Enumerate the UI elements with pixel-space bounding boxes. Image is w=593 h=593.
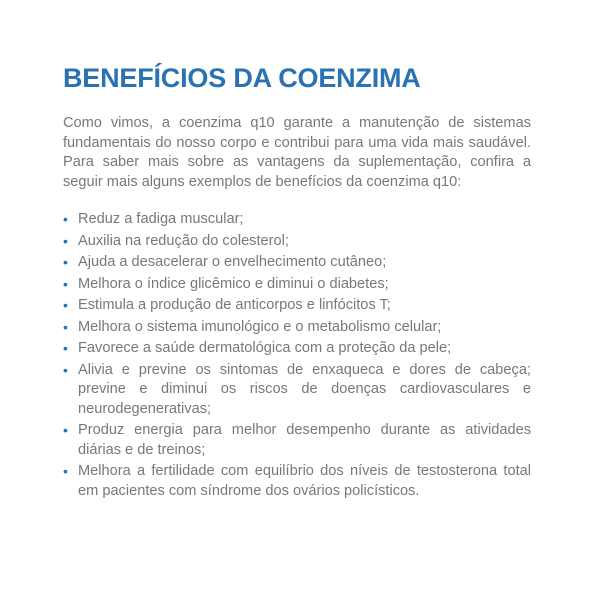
bullet-icon: • — [63, 275, 68, 292]
list-item — [63, 318, 531, 338]
bullet-icon: • — [63, 318, 68, 335]
list-item — [63, 253, 531, 273]
list-item-text: Melhora o índice glicêmico e diminui o diabetes; — [78, 275, 389, 292]
article — [63, 62, 531, 503]
bullet-icon: • — [63, 340, 68, 356]
page-title: BENEFÍCIOS DA COENZIMA — [63, 63, 421, 93]
list-item-text: Auxilia na redução do colesterol; — [78, 232, 289, 249]
benefits-list — [63, 210, 531, 501]
intro-paragraph: Como vimos, a coenzima q10 garante a manutenção de sistemas fundamentais do nosso corpo e contribui para uma vida mais saudável. Para saber mais sobre as vantagens da suplementação, confira a seguir mais alguns exemplos de benefícios da coenzima q10: — [63, 115, 531, 190]
list-item — [63, 275, 531, 295]
list-item — [63, 210, 531, 230]
bullet-icon: • — [63, 297, 68, 313]
list-item-text: Reduz a fadiga muscular; — [78, 211, 244, 227]
list-item — [63, 339, 531, 359]
bullet-icon: • — [63, 361, 68, 378]
list-item-text: Favorece a saúde dermatológica com a proteção da pele; — [78, 340, 452, 356]
list-item-text: Produz energia para melhor desempenho durante as atividades diárias e de treinos; — [78, 422, 531, 458]
list-item — [63, 232, 531, 252]
list-item-text: Estimula a produção de anticorpos e linfócitos T; — [78, 297, 391, 313]
list-item-text: Ajuda a desacelerar o envelhecimento cutâneo; — [78, 254, 387, 270]
list-item — [63, 296, 531, 316]
bullet-icon: • — [63, 254, 68, 270]
list-item-text: Melhora o sistema imunológico e o metabolismo celular; — [78, 318, 442, 335]
list-item — [63, 462, 531, 501]
bullet-icon: • — [63, 232, 68, 249]
list-item — [63, 421, 531, 460]
bullet-icon: • — [63, 422, 68, 438]
list-item — [63, 361, 531, 420]
bullet-icon: • — [63, 463, 68, 479]
bullet-icon: • — [63, 211, 68, 227]
list-item-text: Alivia e previne os sintomas de enxaqueca e dores de cabeça; previne e diminui os riscos de doenças cardiovasculares e neurodegenerativas; — [78, 361, 531, 417]
list-item-text: Melhora a fertilidade com equilíbrio dos níveis de testosterona total em pacientes com síndrome dos ovários policísticos. — [78, 463, 531, 499]
